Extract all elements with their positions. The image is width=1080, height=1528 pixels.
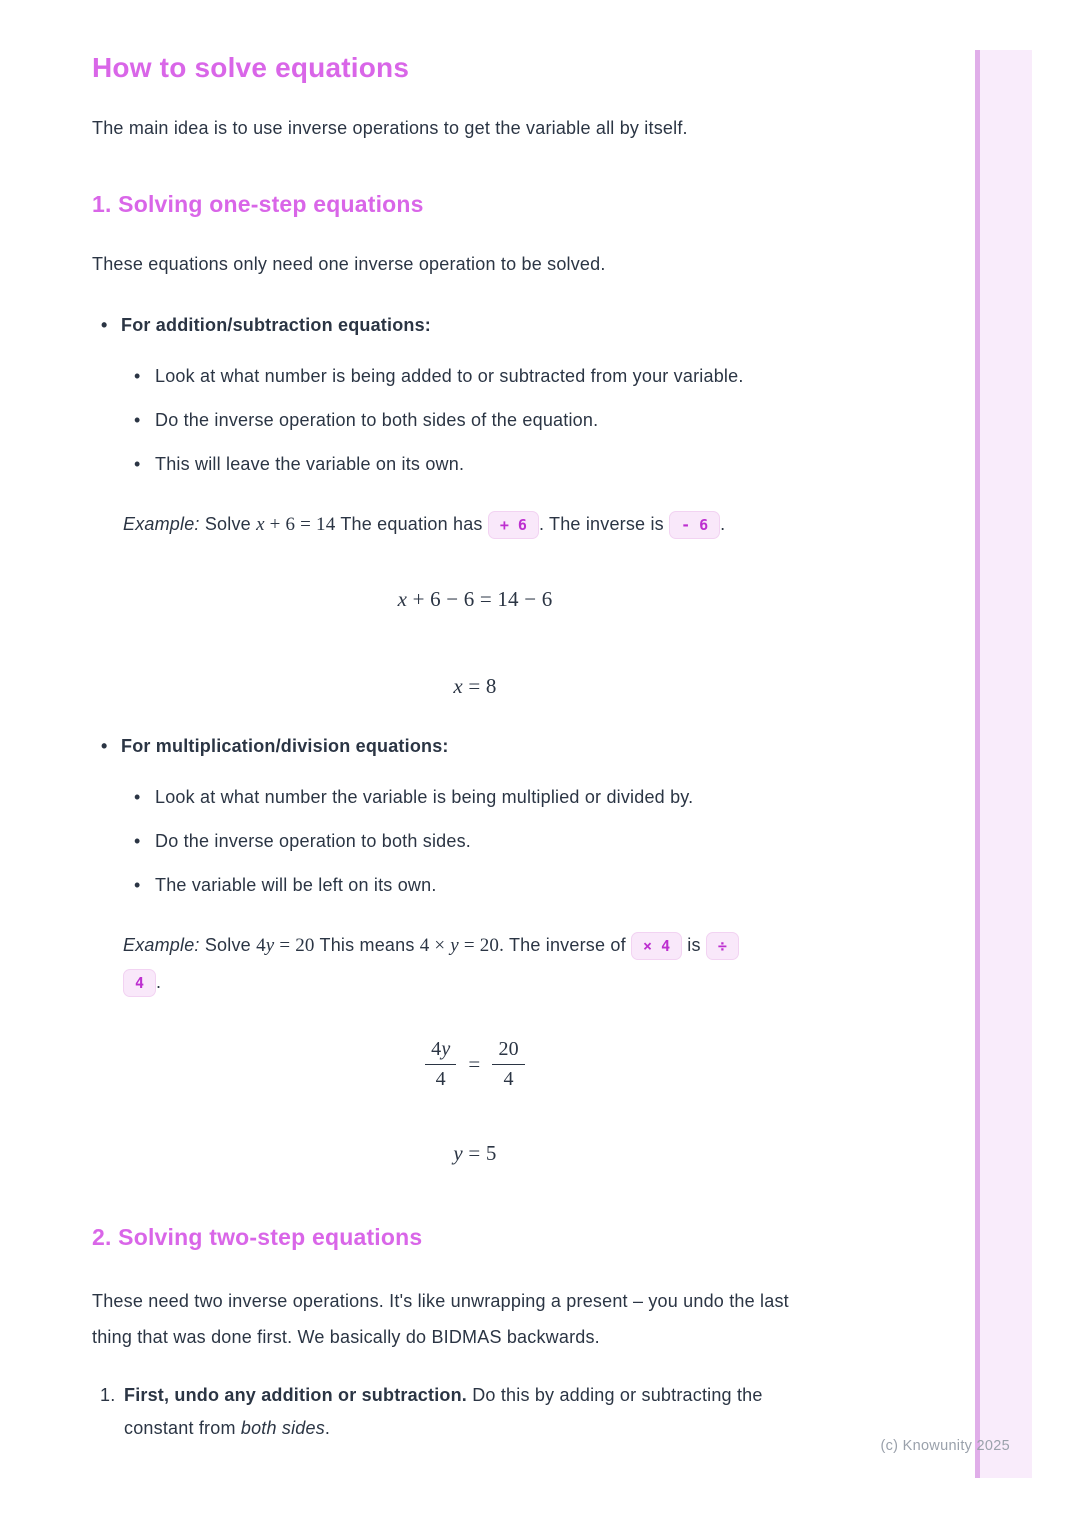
math-rest: = 5 [462, 1141, 497, 1165]
example-paragraph-mul-div [92, 927, 832, 1000]
side-accent-bar-fill [980, 50, 1032, 1478]
math-rest: + 6 = 14 [264, 514, 336, 535]
multiplication-division-list [92, 734, 832, 902]
mul-div-points [121, 781, 832, 902]
list-item: • This will leave the variable on its own. [121, 448, 832, 481]
section-two-intro: These need two inverse operations. It's like unwrapping a present – you undo the last thing that was done first. We basically do BIDMAS backwards. [92, 1291, 789, 1347]
step-bold-text: First, undo any addition or subtraction. [124, 1385, 468, 1405]
math-prefix: 4 × [419, 935, 451, 956]
mul-div-label: For multiplication/division equations: [121, 736, 449, 756]
example-text: The equation has [335, 514, 488, 534]
example-text: . [156, 972, 162, 992]
list-item-add-sub-label [92, 313, 832, 481]
math-rest: = 20. [458, 935, 505, 956]
math-equation-result [92, 674, 858, 699]
example-label: Example: [123, 514, 200, 534]
two-step-ordered-list [92, 1379, 832, 1445]
add-sub-points [121, 360, 832, 481]
list-number: 1. [100, 1385, 116, 1405]
math-variable: y [441, 1038, 451, 1060]
add-sub-label: For addition/subtraction equations: [121, 315, 431, 335]
math-equation-step [92, 587, 858, 612]
inline-math [256, 935, 315, 956]
fraction-left [425, 1038, 456, 1091]
list-item: • The variable will be left on its own. [121, 869, 832, 902]
math-variable: y [450, 935, 459, 956]
list-item: • Do the inverse operation to both sides. [121, 825, 832, 858]
fraction-equation [92, 1038, 858, 1091]
fraction-denominator: 4 [503, 1068, 514, 1090]
copyright-note: (c) Knowunity 2025 [880, 1438, 1010, 1454]
math-rest: + 6 − 6 = 14 − 6 [407, 587, 553, 611]
math-rest: = 8 [462, 674, 497, 698]
inline-code-chip-divide-sign: ÷ [706, 932, 739, 960]
inline-math [256, 514, 335, 535]
example-text: is [682, 935, 706, 955]
fraction-numerator [425, 1038, 456, 1065]
inline-math [420, 935, 504, 956]
example-text: This means [314, 935, 420, 955]
step-text: . [324, 1418, 331, 1438]
list-item: • Look at what number is being added to or subtracted from your variable. [121, 360, 832, 393]
math-equation-result [92, 1141, 858, 1166]
math-coefficient: 4 [431, 1038, 442, 1060]
example-paragraph-add-sub [92, 506, 832, 543]
math-rest: = 20 [274, 935, 315, 956]
list-item-mul-div-label [92, 734, 832, 902]
inline-code-chip-minus-6: - 6 [669, 511, 720, 539]
page-title: How to solve equations [92, 52, 410, 83]
example-text: Solve [199, 514, 257, 534]
fraction-denominator: 4 [435, 1068, 446, 1090]
fraction-numerator: 20 [492, 1038, 524, 1065]
ordered-list-item [92, 1379, 832, 1445]
example-text: . [720, 514, 726, 534]
example-text: Solve [199, 935, 257, 955]
math-variable: x [397, 587, 408, 611]
step-italic-text: both sides [240, 1418, 325, 1438]
inline-code-chip-divide-4: 4 [123, 969, 156, 997]
intro-paragraph: The main idea is to use inverse operations to get the variable all by itself. [92, 118, 688, 138]
inline-code-chip-times-4: × 4 [631, 932, 682, 960]
example-text: . The inverse is [538, 514, 670, 534]
section-heading-one-step: 1. Solving one-step equations [92, 191, 424, 217]
example-label: Example: [123, 935, 200, 955]
addition-subtraction-list [92, 313, 832, 481]
math-coefficient: 4 [256, 935, 266, 956]
document-content [92, 0, 832, 1445]
math-variable: y [453, 1141, 463, 1165]
list-item: • Look at what number the variable is being multiplied or divided by. [121, 781, 832, 814]
fraction-right [492, 1038, 524, 1091]
inline-code-chip-plus-6: + 6 [488, 511, 539, 539]
step-text: Do this by adding or subtracting the constant from [124, 1385, 763, 1438]
math-variable: x [256, 514, 265, 535]
math-variable: x [453, 674, 463, 698]
equals-sign: = [468, 1052, 481, 1076]
section-one-intro: These equations only need one inverse operation to be solved. [92, 254, 606, 274]
section-heading-two-step: 2. Solving two-step equations [92, 1224, 423, 1250]
math-variable: y [265, 935, 275, 956]
example-text: The inverse of [504, 935, 632, 955]
list-item: • Do the inverse operation to both sides of the equation. [121, 404, 832, 437]
